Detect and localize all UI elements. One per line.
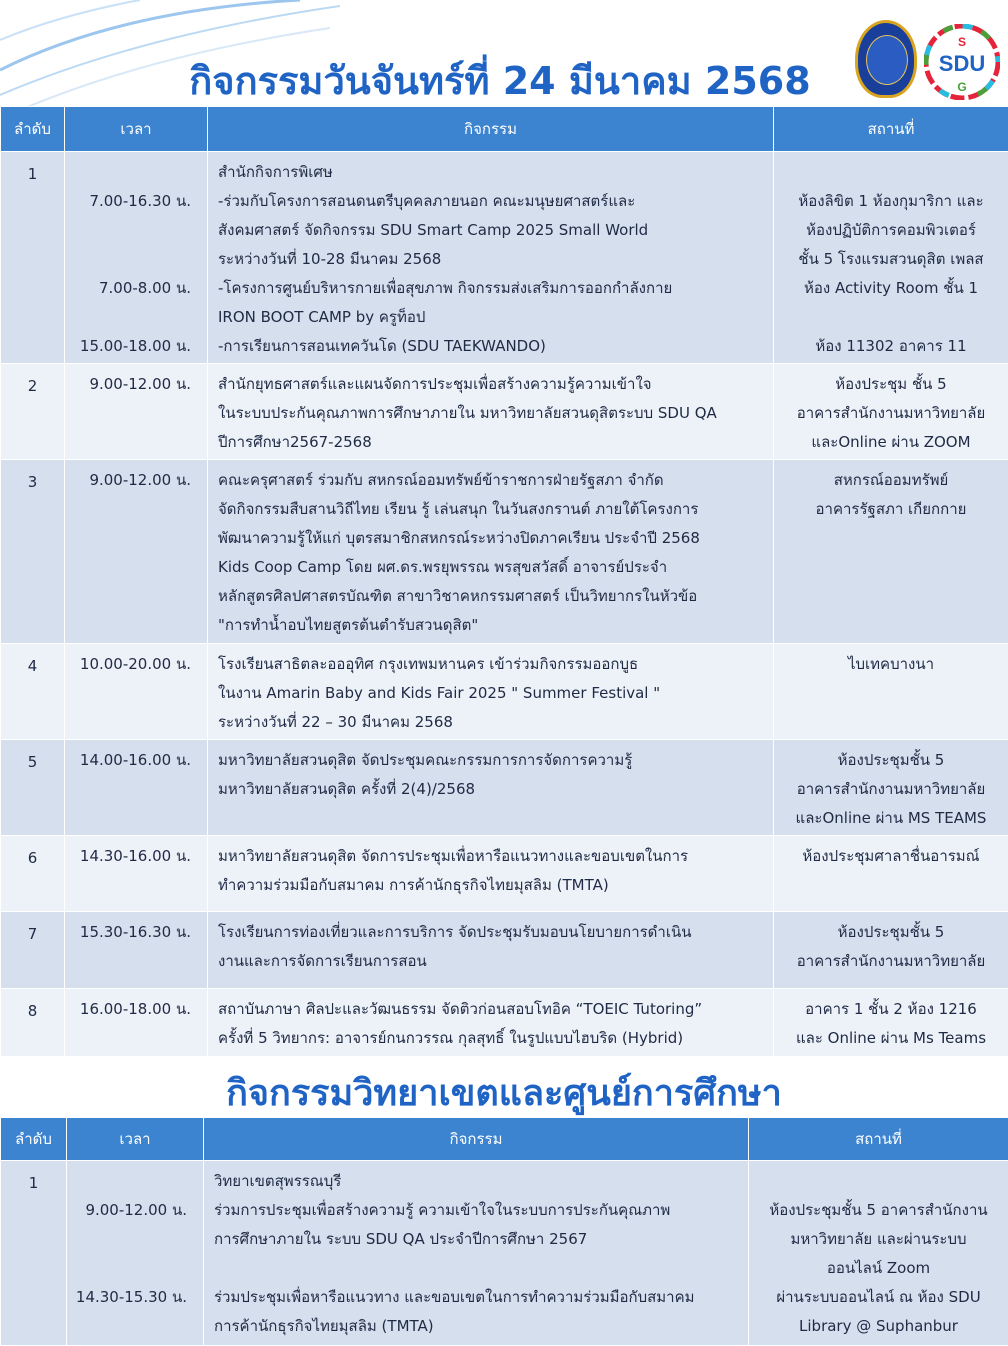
row-place-line: อาคาร 1 ชั้น 2 ห้อง 1216 — [774, 995, 1008, 1024]
row-place-line: อาคารสำนักงานมหาวิทยาลัย — [774, 947, 1008, 976]
col-header-place: สถานที่ — [774, 107, 1008, 152]
row-activity-line: ครั้งที่ 5 วิทยากร: อาจารย์กนกวรรณ กุลสุทธิ์ ในรูปแบบไฮบริด (Hybrid) — [218, 1024, 773, 1053]
row-time — [65, 460, 208, 644]
row-time — [65, 152, 208, 364]
col-header-time: เวลา — [67, 1118, 204, 1161]
row-time-line: 15.30-16.30 น. — [65, 918, 191, 947]
row-activity-line: -การเรียนการสอนเทควันโด (SDU TAEKWANDO) — [218, 332, 773, 361]
row-activity-line: มหาวิทยาลัยสวนดุสิต ครั้งที่ 2(4)/2568 — [218, 775, 773, 804]
row-place-line — [774, 303, 1008, 332]
row-place-line: Library @ Suphanbur — [749, 1312, 1008, 1341]
row-activity — [208, 836, 774, 912]
row-activity — [208, 644, 774, 740]
row-place-line: ห้องประชุมชั้น 5 อาคารสำนักงาน — [749, 1196, 1008, 1225]
row-activity-line: คณะครุศาสตร์ ร่วมกับ สหกรณ์ออมทรัพย์ข้าราชการฝ่ายรัฐสภา จำกัด — [218, 466, 773, 495]
row-activity — [208, 989, 774, 1057]
col-header-activity: กิจกรรม — [204, 1118, 749, 1161]
row-place-line: และ Online ผ่าน Ms Teams — [774, 1024, 1008, 1053]
row-place-line: ห้อง 11302 อาคาร 11 — [774, 332, 1008, 361]
table-row — [1, 912, 1008, 989]
row-time-line — [65, 158, 191, 187]
row-activity-line: โรงเรียนการท่องเที่ยวและการบริการ จัดประชุมรับมอบนโยบายการดำเนิน — [218, 918, 773, 947]
row-time-line: 7.00-16.30 น. — [65, 187, 191, 216]
row-activity — [208, 460, 774, 644]
row-place-line: ห้องปฏิบัติการคอมพิวเตอร์ — [774, 216, 1008, 245]
row-activity-line: "การทำน้ำอบไทยสูตรต้นตำรับสวนดุสิต" — [218, 611, 773, 640]
row-place — [774, 989, 1008, 1057]
row-time-line: 9.00-12.00 น. — [67, 1196, 187, 1225]
svg-text:SDU: SDU — [939, 51, 985, 76]
col-header-activity: กิจกรรม — [208, 107, 774, 152]
campus-activities-table — [0, 1117, 1008, 1346]
row-time-line: 10.00-20.00 น. — [65, 650, 191, 679]
svg-text:G: G — [957, 80, 966, 94]
row-activity-line: ในระบบประกันคุณภาพการศึกษาภายใน มหาวิทยาลัยสวนดุสิตระบบ SDU QA — [218, 399, 773, 428]
row-place-line: มหาวิทยาลัย และผ่านระบบ — [749, 1225, 1008, 1254]
row-place-line: ห้องประชุม ชั้น 5 — [774, 370, 1008, 399]
row-time-line: 7.00-8.00 น. — [65, 274, 191, 303]
row-activity-line: การศึกษาภายใน ระบบ SDU QA ประจำปีการศึกษา 2567 — [214, 1225, 748, 1254]
row-place-line: และOnline ผ่าน MS TEAMS — [774, 804, 1008, 833]
row-activity-line: วิทยาเขตสุพรรณบุรี — [214, 1167, 748, 1196]
row-number: 7 — [1, 912, 65, 989]
row-place — [749, 1161, 1008, 1346]
table-row — [1, 152, 1008, 364]
row-place-line: ห้องประชุมศาลาชื่นอารมณ์ — [774, 842, 1008, 871]
table-row — [1, 740, 1008, 836]
row-activity-line: มหาวิทยาลัยสวนดุสิต จัดการประชุมเพื่อหารือแนวทางและขอบเขตในการ — [218, 842, 773, 871]
table-row — [1, 989, 1008, 1057]
row-activity — [208, 152, 774, 364]
row-number: 2 — [1, 364, 65, 460]
row-activity — [208, 364, 774, 460]
row-activity-line: สังคมศาสตร์ จัดกิจกรรม SDU Smart Camp 2025 Small World — [218, 216, 773, 245]
row-activity-line: ในงาน Amarin Baby and Kids Fair 2025 " Summer Festival " — [218, 679, 773, 708]
row-place — [774, 912, 1008, 989]
row-place-line: ออนไลน์ Zoom — [749, 1254, 1008, 1283]
row-time — [65, 912, 208, 989]
row-place-line: อาคารรัฐสภา เกียกกาย — [774, 495, 1008, 524]
page-title: กิจกรรมวันจันทร์ที่ 24 มีนาคม 2568 — [160, 50, 840, 111]
row-activity-line: -โครงการศูนย์บริหารกายเพื่อสุขภาพ กิจกรรมส่งเสริมการออกกำลังกาย — [218, 274, 773, 303]
row-activity — [208, 740, 774, 836]
row-place-line: อาคารสำนักงานมหาวิทยาลัย — [774, 399, 1008, 428]
university-logo — [855, 20, 917, 98]
row-place — [774, 152, 1008, 364]
row-time-line — [65, 245, 191, 274]
row-place-line: ผ่านระบบออนไลน์ ณ ห้อง SDU — [749, 1283, 1008, 1312]
row-time — [65, 644, 208, 740]
row-place-line: สหกรณ์ออมทรัพย์ — [774, 466, 1008, 495]
table-row — [1, 644, 1008, 740]
row-time-line — [65, 216, 191, 245]
row-time-line: 14.30-15.30 น. — [67, 1283, 187, 1312]
row-activity-line: ปีการศึกษา2567-2568 — [218, 428, 773, 457]
table-row — [1, 1161, 1008, 1346]
sdu-sdg-logo — [924, 24, 1000, 100]
row-activity-line: สำนักกิจการพิเศษ — [218, 158, 773, 187]
row-number: 1 — [1, 1161, 67, 1346]
svg-text:S: S — [958, 35, 966, 49]
row-place-line: ห้องลิขิต 1 ห้องกุมาริกา และ — [774, 187, 1008, 216]
col-header-place: สถานที่ — [749, 1118, 1008, 1161]
col-header-no: ลำดับ — [1, 1118, 67, 1161]
row-time-line: 14.30-16.00 น. — [65, 842, 191, 871]
row-time-line — [67, 1225, 187, 1254]
row-activity-line: พัฒนาความรู้ให้แก่ บุตรสมาชิกสหกรณ์ระหว่างปิดภาคเรียน ประจำปี 2568 — [218, 524, 773, 553]
table-row — [1, 364, 1008, 460]
row-time-line: 14.00-16.00 น. — [65, 746, 191, 775]
row-number: 4 — [1, 644, 65, 740]
table-row — [1, 460, 1008, 644]
row-activity-line: สถาบันภาษา ศิลปะและวัฒนธรรม จัดติวก่อนสอบโทอิค “TOEIC Tutoring” — [218, 995, 773, 1024]
row-place-line: ไบเทคบางนา — [774, 650, 1008, 679]
row-activity-line: มหาวิทยาลัยสวนดุสิต จัดประชุมคณะกรรมการการจัดการความรู้ — [218, 746, 773, 775]
row-number: 6 — [1, 836, 65, 912]
row-place-line: ห้อง Activity Room ชั้น 1 — [774, 274, 1008, 303]
row-time-line: 15.00-18.00 น. — [65, 332, 191, 361]
row-activity-line: สำนักยุทธศาสตร์และแผนจัดการประชุมเพื่อสร้างความรู้ความเข้าใจ — [218, 370, 773, 399]
row-activity-line: ทำความร่วมมือกับสมาคม การค้านักธุรกิจไทยมุสลิม (TMTA) — [218, 871, 773, 900]
row-time-line — [67, 1312, 187, 1341]
row-place — [774, 836, 1008, 912]
col-header-time: เวลา — [65, 107, 208, 152]
row-activity-line: Kids Coop Camp โดย ผศ.ดร.พรยุพรรณ พรสุขสวัสดิ์ อาจารย์ประจำ — [218, 553, 773, 582]
section-title-campus: กิจกรรมวิทยาเขตและศูนย์การศึกษา — [0, 1064, 1008, 1121]
row-activity-line: การค้านักธุรกิจไทยมุสลิม (TMTA) — [214, 1312, 748, 1341]
row-number: 5 — [1, 740, 65, 836]
row-time-line — [67, 1167, 187, 1196]
row-number: 3 — [1, 460, 65, 644]
row-activity-line: งานและการจัดการเรียนการสอน — [218, 947, 773, 976]
row-activity-line: ร่วมประชุมเพื่อหารือแนวทาง และขอบเขตในการทำความร่วมมือกับสมาคม — [214, 1283, 748, 1312]
row-time — [65, 989, 208, 1057]
col-header-no: ลำดับ — [1, 107, 65, 152]
row-place-line — [774, 158, 1008, 187]
row-time — [65, 836, 208, 912]
row-place-line — [749, 1167, 1008, 1196]
row-place — [774, 364, 1008, 460]
activities-table — [0, 106, 1008, 1057]
row-time-line: 9.00-12.00 น. — [65, 466, 191, 495]
row-activity — [204, 1161, 749, 1346]
row-number: 8 — [1, 989, 65, 1057]
row-activity-line: IRON BOOT CAMP by ครูท็อป — [218, 303, 773, 332]
row-place-line: ชั้น 5 โรงแรมสวนดุสิต เพลส — [774, 245, 1008, 274]
row-activity-line — [214, 1254, 748, 1283]
table-row — [1, 836, 1008, 912]
row-time-line — [67, 1254, 187, 1283]
row-place-line: และOnline ผ่าน ZOOM — [774, 428, 1008, 457]
row-time — [65, 740, 208, 836]
row-time-line: 9.00-12.00 น. — [65, 370, 191, 399]
row-activity-line: ระหว่างวันที่ 22 – 30 มีนาคม 2568 — [218, 708, 773, 737]
row-place-line: อาคารสำนักงานมหาวิทยาลัย — [774, 775, 1008, 804]
row-place — [774, 740, 1008, 836]
row-place — [774, 644, 1008, 740]
row-activity-line: หลักสูตรศิลปศาสตรบัณฑิต สาขาวิชาคหกรรมศาสตร์ เป็นวิทยากรในหัวข้อ — [218, 582, 773, 611]
row-activity-line: โรงเรียนสาธิตละอออุทิศ กรุงเทพมหานคร เข้าร่วมกิจกรรมออกบูธ — [218, 650, 773, 679]
row-place-line: ห้องประชุมชั้น 5 — [774, 746, 1008, 775]
row-activity-line: -ร่วมกับโครงการสอนดนตรีบุคคลภายนอก คณะมนุษยศาสตร์และ — [218, 187, 773, 216]
row-place-line: ห้องประชุมชั้น 5 — [774, 918, 1008, 947]
row-time — [67, 1161, 204, 1346]
row-activity-line: ระหว่างวันที่ 10-28 มีนาคม 2568 — [218, 245, 773, 274]
row-activity — [208, 912, 774, 989]
row-time — [65, 364, 208, 460]
row-place — [774, 460, 1008, 644]
row-time-line — [65, 303, 191, 332]
table-header-row — [1, 1118, 1008, 1161]
row-time-line: 16.00-18.00 น. — [65, 995, 191, 1024]
row-number: 1 — [1, 152, 65, 364]
row-activity-line: ร่วมการประชุมเพื่อสร้างความรู้ ความเข้าใจในระบบการประกันคุณภาพ — [214, 1196, 748, 1225]
row-activity-line: จัดกิจกรรมสืบสานวิถีไทย เรียน รู้ เล่นสนุก ในวันสงกรานต์ ภายใต้โครงการ — [218, 495, 773, 524]
table-header-row — [1, 107, 1008, 152]
